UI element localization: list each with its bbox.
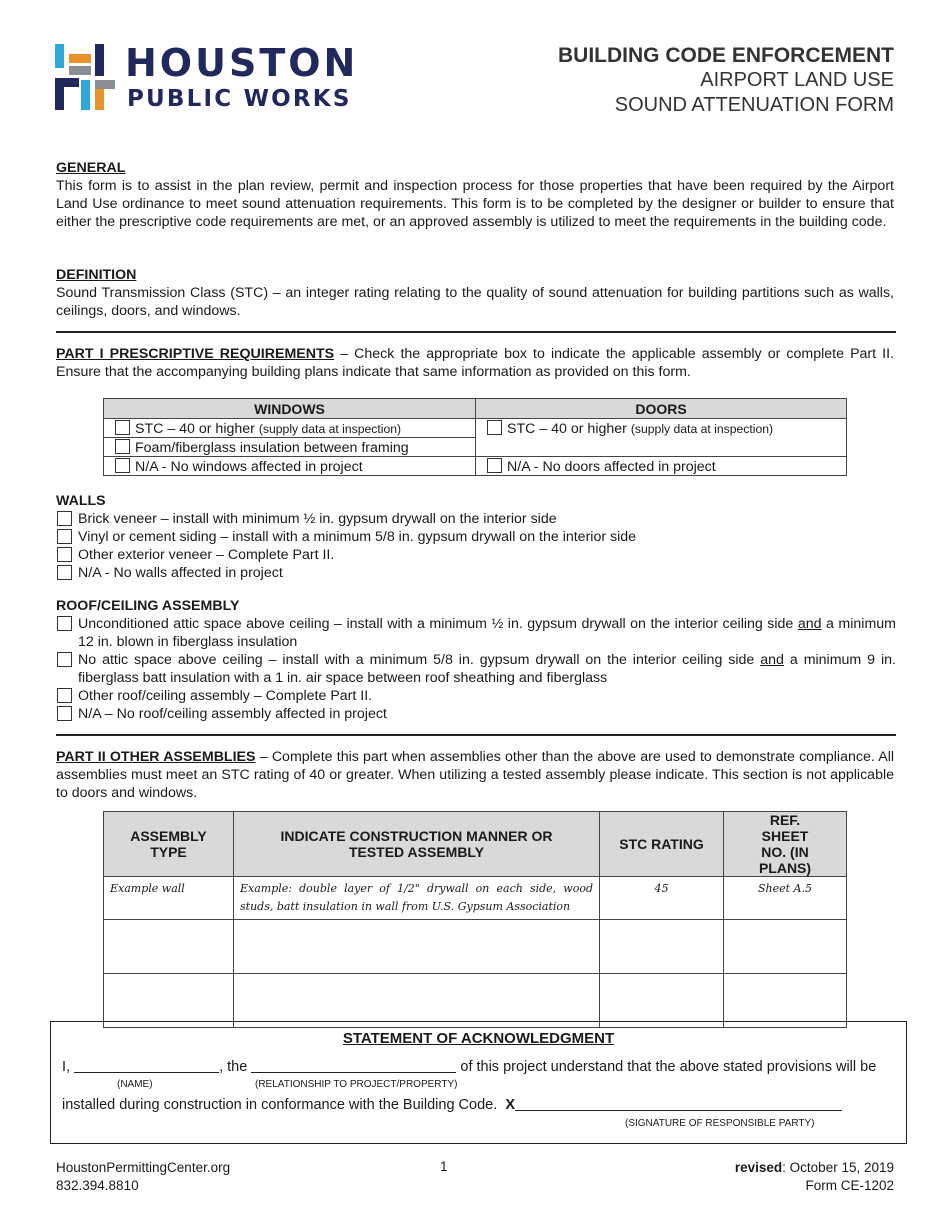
roof-na-label: N/A – No roof/ceiling assembly affected in project: [78, 706, 387, 722]
window-na-checkbox[interactable]: [115, 458, 130, 473]
acknowledgment-line-1: [62, 1059, 876, 1075]
form-number: Form CE-1202: [805, 1178, 894, 1193]
revised-label: revised: [734, 1160, 783, 1175]
roof-no-attic-label: No attic space above ceiling – install with a minimum 5/8 in. gypsum drywall on the interior ceiling side: [78, 652, 761, 668]
logo-mark-icon: [55, 44, 115, 110]
walls-other-label: Other exterior veneer – Complete Part II.: [78, 547, 335, 563]
example-type: Example wall: [104, 877, 234, 920]
page-number: 1: [440, 1159, 448, 1174]
col-construction-manner-label: INDICATE CONSTRUCTION MANNER OR TESTED ASSEMBLY: [280, 828, 553, 860]
title-line-3: SOUND ATTENUATION FORM: [614, 94, 894, 116]
acknowledgment-box: [50, 1021, 907, 1144]
and-emphasis: and: [760, 652, 784, 668]
general-section: [56, 159, 894, 231]
door-stc-note: (supply data at inspection): [630, 421, 774, 436]
revised-date: : October 15, 2019: [782, 1160, 894, 1175]
part2-heading: PART II OTHER ASSEMBLIES: [56, 749, 256, 765]
door-stc-label: STC – 40 or higher: [507, 420, 627, 437]
roof-unconditioned-label: Unconditioned attic space above ceiling – install with a minimum ½ in. gypsum drywall on the interior ceiling side: [78, 616, 798, 632]
signature-field[interactable]: [515, 1097, 842, 1111]
walls-option-na[interactable]: [56, 564, 896, 582]
definition-heading: DEFINITION: [56, 267, 137, 283]
door-na-checkbox[interactable]: [487, 458, 502, 473]
logo-houston-text: HOUSTON: [125, 41, 359, 85]
walls-section: [56, 492, 896, 582]
roof-no-attic-label-end: a minimum 9 in. fiberglass batt insulation with a 1 in. air space between roof sheathing and fiberglass: [78, 652, 896, 686]
footer-phone: 832.394.8810: [56, 1178, 139, 1193]
window-na-label: N/A - No windows affected in project: [135, 458, 363, 475]
windows-header: WINDOWS: [104, 399, 476, 419]
stc-rating-input[interactable]: [600, 920, 724, 974]
ack-line1-rest: of this project understand that the above stated provisions will be: [460, 1059, 877, 1075]
roof-unconditioned-label-end: a minimum 12 in. blown in fiberglass insulation: [78, 616, 896, 650]
window-foam-label: Foam/fiberglass insulation between framing: [135, 439, 409, 456]
example-manner: Example: double layer of 1/2" drywall on each side, wood studs, batt insulation in wall from U.S. Gypsum Association: [234, 877, 600, 920]
assembly-type-input[interactable]: [104, 920, 234, 974]
part2-intro: [56, 748, 894, 802]
signature-x: X: [505, 1097, 515, 1113]
walls-brick-checkbox[interactable]: [57, 511, 72, 526]
definition-section: [56, 266, 894, 320]
col-construction-manner: [234, 812, 600, 877]
walls-vinyl-checkbox[interactable]: [57, 529, 72, 544]
ack-i: I,: [62, 1059, 71, 1075]
definition-text: Sound Transmission Class (STC) – an integer rating relating to the quality of sound attenuation for building partitions such as walls, ceilings, doors, and windows.: [56, 285, 894, 319]
acknowledgment-title: STATEMENT OF ACKNOWLEDGMENT: [342, 1030, 615, 1047]
part1-heading: PART I PRESCRIPTIVE REQUIREMENTS: [56, 346, 335, 362]
ack-line2-text: installed during construction in conformance with the Building Code.: [62, 1097, 498, 1113]
window-stc-label: STC – 40 or higher: [135, 420, 255, 437]
part2-table: [103, 811, 847, 1028]
table-row: [104, 920, 847, 974]
roof-unconditioned-checkbox[interactable]: [57, 616, 72, 631]
window-foam-option[interactable]: [104, 438, 476, 457]
table-row: [104, 877, 847, 920]
houston-public-works-logo: [55, 41, 375, 114]
name-caption: (NAME): [117, 1079, 153, 1090]
window-stc-note: (supply data at inspection): [258, 421, 402, 436]
doors-header: DOORS: [476, 399, 847, 419]
door-na-option[interactable]: [476, 457, 847, 476]
acknowledgment-line-2: [62, 1097, 842, 1113]
walls-na-label: N/A - No walls affected in project: [78, 565, 283, 581]
assembly-type-input[interactable]: [104, 974, 234, 1028]
form-title: [558, 43, 894, 118]
divider: [56, 331, 896, 333]
roof-na-checkbox[interactable]: [57, 706, 72, 721]
walls-na-checkbox[interactable]: [57, 565, 72, 580]
construction-manner-input[interactable]: [234, 974, 600, 1028]
signature-caption: (SIGNATURE OF RESPONSIBLE PARTY): [625, 1118, 815, 1129]
title-line-2: AIRPORT LAND USE: [700, 69, 894, 91]
footer-contact: [56, 1159, 230, 1195]
roof-option-unconditioned[interactable]: [56, 615, 896, 651]
walls-other-checkbox[interactable]: [57, 547, 72, 562]
roof-option-no-attic[interactable]: [56, 651, 896, 687]
col-ref-sheet-label: REF. SHEET NO. (IN PLANS): [758, 812, 812, 876]
col-assembly-type: [104, 812, 234, 877]
walls-heading: WALLS: [56, 493, 106, 509]
ack-the: , the: [219, 1059, 248, 1075]
door-stc-option[interactable]: [476, 419, 847, 438]
roof-option-other[interactable]: [56, 687, 896, 705]
general-text: This form is to assist in the plan review, permit and inspection process for those properties that have been required by the Airport Land Use ordinance to meet sound attenuation requirements. This form is to be completed by the designer or builder to ensure that either the prescriptive code requirements are met, or an approved assembly is utilized to meet the requirements in the building code.: [56, 178, 894, 230]
walls-vinyl-label: Vinyl or cement siding – install with a minimum 5/8 in. gypsum drywall on the interior side: [78, 529, 637, 545]
col-ref-sheet: [724, 812, 847, 877]
roof-other-label: Other roof/ceiling assembly – Complete Part II.: [78, 688, 373, 704]
door-empty-cell: [476, 438, 847, 457]
window-foam-checkbox[interactable]: [115, 439, 130, 454]
roof-section: [56, 597, 896, 723]
door-stc-checkbox[interactable]: [487, 420, 502, 435]
part1-table: [103, 398, 847, 476]
general-heading: GENERAL: [56, 160, 126, 176]
door-na-label: N/A - No doors affected in project: [507, 458, 716, 475]
and-emphasis: and: [797, 616, 822, 632]
example-sheet: Sheet A.5: [724, 877, 847, 920]
walls-option-brick[interactable]: [56, 510, 896, 528]
example-stc: 45: [600, 877, 724, 920]
roof-no-attic-checkbox[interactable]: [57, 652, 72, 667]
relationship-field[interactable]: [251, 1059, 456, 1073]
window-stc-checkbox[interactable]: [115, 420, 130, 435]
window-na-option[interactable]: [104, 457, 476, 476]
walls-brick-label: Brick veneer – install with minimum ½ in. gypsum drywall on the interior side: [78, 511, 557, 527]
part1-text: – Check the appropriate box to indicate the applicable assembly or complete Part II. Ensure that the accompanying building plans indicate that same information as provided on this form.: [56, 346, 894, 380]
roof-other-checkbox[interactable]: [57, 688, 72, 703]
roof-option-na[interactable]: [56, 705, 896, 723]
footer-revision: [735, 1159, 894, 1195]
name-field[interactable]: [74, 1059, 219, 1073]
part2-text: – Complete this part when assemblies other than the above are used to demonstrate compliance. All assemblies must meet an STC rating of 40 or greater. When utilizing a tested assembly please indicate. This section is not applicable to doors and windows.: [56, 749, 894, 801]
walls-option-other[interactable]: [56, 546, 896, 564]
ref-sheet-input[interactable]: [724, 920, 847, 974]
relationship-caption: (RELATIONSHIP TO PROJECT/PROPERTY): [255, 1079, 458, 1090]
title-line-1: BUILDING CODE ENFORCEMENT: [558, 44, 894, 67]
roof-heading: ROOF/CEILING ASSEMBLY: [56, 598, 240, 614]
logo-public-works-text: PUBLIC WORKS: [127, 86, 352, 112]
col-assembly-type-label: ASSEMBLY TYPE: [130, 828, 207, 860]
part1-intro: [56, 345, 894, 381]
ref-sheet-input[interactable]: [724, 974, 847, 1028]
col-stc-rating: STC RATING: [600, 812, 724, 877]
divider: [56, 734, 896, 736]
construction-manner-input[interactable]: [234, 920, 600, 974]
stc-rating-input[interactable]: [600, 974, 724, 1028]
walls-option-vinyl[interactable]: [56, 528, 896, 546]
window-stc-option[interactable]: [104, 419, 476, 438]
table-row: [104, 974, 847, 1028]
footer-website: HoustonPermittingCenter.org: [56, 1160, 231, 1175]
